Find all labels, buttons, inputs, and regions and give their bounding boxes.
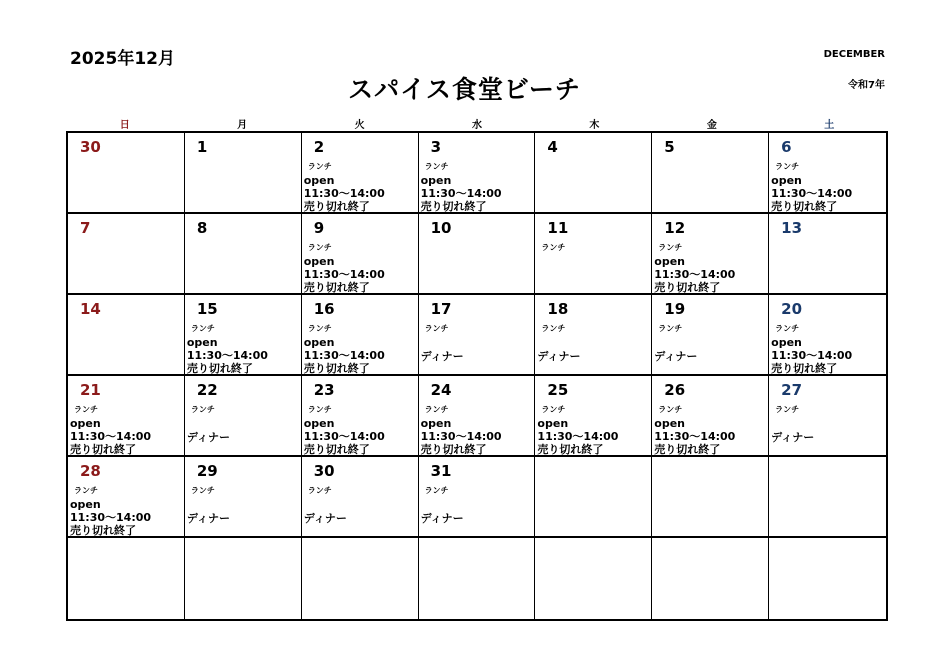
day-number: 25 <box>547 381 569 399</box>
lunch-hours-text: 11:30〜14:00 <box>303 430 385 443</box>
lunch-details <box>654 417 735 456</box>
calendar-day-cell <box>769 457 886 538</box>
day-number: 8 <box>196 219 208 237</box>
calendar-day-cell <box>419 295 536 376</box>
day-number: 15 <box>196 300 218 318</box>
lunch-label: ランチ <box>424 486 449 495</box>
lunch-hours-text: 11:30〜14:00 <box>654 268 736 281</box>
lunch-label: ランチ <box>424 405 449 414</box>
lunch-open-text: open <box>303 336 335 349</box>
lunch-open-text: open <box>771 336 802 349</box>
weekday-friday: 金 <box>706 120 717 131</box>
lunch-open-text: open <box>420 174 452 187</box>
weekday-tuesday: 火 <box>354 120 365 131</box>
lunch-open-text: open <box>654 255 686 268</box>
lunch-details <box>771 336 852 375</box>
lunch-open-text: open <box>70 417 101 430</box>
calendar-day-cell <box>769 133 886 214</box>
lunch-details <box>771 174 852 213</box>
calendar-day-cell <box>535 376 652 457</box>
lunch-open-text: open <box>303 417 335 430</box>
weekday-header <box>66 116 888 131</box>
day-number: 27 <box>781 381 803 399</box>
calendar-day-cell <box>419 214 536 295</box>
calendar-day-cell <box>185 295 302 376</box>
lunch-soldout-text: 売り切れ終了 <box>70 524 136 537</box>
lunch-soldout-text: 売り切れ終了 <box>771 362 838 375</box>
lunch-soldout-text: 売り切れ終了 <box>186 362 253 375</box>
lunch-hours-text: 11:30〜14:00 <box>537 430 619 443</box>
lunch-details <box>304 417 385 456</box>
lunch-label: ランチ <box>307 243 332 252</box>
calendar-day-cell <box>535 295 652 376</box>
lunch-details <box>70 417 151 456</box>
calendar-day-cell <box>185 538 302 619</box>
lunch-label: ランチ <box>190 405 215 414</box>
day-number: 26 <box>664 381 686 399</box>
calendar-day-cell <box>535 214 652 295</box>
day-number: 11 <box>547 219 569 237</box>
lunch-hours-text: 11:30〜14:00 <box>186 349 268 362</box>
dinner-label: ディナー <box>303 512 347 525</box>
dinner-label: ディナー <box>420 350 464 363</box>
weekday-monday: 月 <box>237 120 248 131</box>
dinner-label: ディナー <box>420 512 464 525</box>
calendar-day-cell <box>652 295 769 376</box>
lunch-label: ランチ <box>307 405 332 414</box>
lunch-hours-text: 11:30〜14:00 <box>70 511 152 524</box>
day-number: 17 <box>430 300 452 318</box>
day-number: 30 <box>80 138 101 156</box>
lunch-open-text: open <box>303 174 335 187</box>
day-number: 9 <box>313 219 325 237</box>
lunch-label: ランチ <box>307 162 332 171</box>
lunch-details <box>421 174 502 213</box>
calendar-day-cell <box>419 538 536 619</box>
calendar-day-cell <box>769 214 886 295</box>
lunch-hours-text: 11:30〜14:00 <box>420 430 502 443</box>
calendar-day-cell <box>68 133 185 214</box>
calendar-day-cell <box>302 295 419 376</box>
lunch-label: ランチ <box>190 324 215 333</box>
lunch-hours-text: 11:30〜14:00 <box>420 187 502 200</box>
lunch-soldout-text: 売り切れ終了 <box>303 443 370 456</box>
calendar-day-cell <box>302 133 419 214</box>
lunch-hours-text: 11:30〜14:00 <box>303 187 385 200</box>
day-number: 23 <box>313 381 335 399</box>
dinner-label: ディナー <box>186 431 230 444</box>
lunch-soldout-text: 売り切れ終了 <box>420 443 487 456</box>
day-number: 31 <box>430 462 452 480</box>
day-number: 19 <box>664 300 686 318</box>
day-number: 4 <box>547 138 558 156</box>
calendar-day-cell <box>185 376 302 457</box>
calendar-day-cell <box>68 295 185 376</box>
calendar-day-cell <box>302 457 419 538</box>
day-number: 10 <box>430 219 452 237</box>
lunch-soldout-text: 売り切れ終了 <box>537 443 604 456</box>
lunch-open-text: open <box>70 498 101 511</box>
calendar-grid <box>66 131 888 621</box>
lunch-hours-text: 11:30〜14:00 <box>303 268 385 281</box>
lunch-details <box>421 417 502 456</box>
calendar-day-cell <box>535 133 652 214</box>
lunch-open-text: open <box>186 336 218 349</box>
day-number: 1 <box>196 138 208 156</box>
lunch-hours-text: 11:30〜14:00 <box>70 430 152 443</box>
lunch-soldout-text: 売り切れ終了 <box>420 200 487 213</box>
page-title: スパイス食堂ビーチ <box>348 75 581 104</box>
lunch-open-text: open <box>654 417 686 430</box>
day-number: 13 <box>781 219 803 237</box>
day-number: 24 <box>430 381 452 399</box>
lunch-label: ランチ <box>307 324 332 333</box>
lunch-hours-text: 11:30〜14:00 <box>303 349 385 362</box>
day-number: 18 <box>547 300 569 318</box>
calendar-day-cell <box>769 295 886 376</box>
lunch-hours-text: 11:30〜14:00 <box>771 349 853 362</box>
day-number: 22 <box>196 381 218 399</box>
lunch-label: ランチ <box>775 162 800 171</box>
lunch-soldout-text: 売り切れ終了 <box>654 443 721 456</box>
day-number: 16 <box>313 300 335 318</box>
calendar-day-cell <box>185 214 302 295</box>
weekday-wednesday: 水 <box>471 120 482 131</box>
lunch-details <box>654 255 735 294</box>
lunch-details <box>70 498 151 537</box>
lunch-hours-text: 11:30〜14:00 <box>654 430 736 443</box>
calendar-day-cell <box>535 538 652 619</box>
month-english-label: DECEMBER <box>823 49 885 60</box>
lunch-soldout-text: 売り切れ終了 <box>70 443 136 456</box>
lunch-open-text: open <box>771 174 802 187</box>
day-number: 14 <box>80 300 101 318</box>
day-number: 21 <box>80 381 101 399</box>
calendar-day-cell <box>535 457 652 538</box>
lunch-details <box>537 417 618 456</box>
era-label: 令和7年 <box>848 80 885 91</box>
calendar-day-cell <box>68 457 185 538</box>
day-number: 2 <box>313 138 325 156</box>
day-number: 20 <box>781 300 803 318</box>
calendar-day-cell <box>68 214 185 295</box>
calendar-day-cell <box>652 376 769 457</box>
lunch-label: ランチ <box>541 324 566 333</box>
lunch-details <box>187 336 268 375</box>
day-number: 29 <box>196 462 218 480</box>
lunch-label: ランチ <box>775 405 800 414</box>
lunch-soldout-text: 売り切れ終了 <box>654 281 721 294</box>
lunch-label: ランチ <box>541 405 566 414</box>
lunch-soldout-text: 売り切れ終了 <box>303 362 370 375</box>
day-number: 30 <box>313 462 335 480</box>
lunch-label: ランチ <box>541 243 566 252</box>
dinner-label: ディナー <box>186 512 230 525</box>
calendar-day-cell <box>185 133 302 214</box>
lunch-soldout-text: 売り切れ終了 <box>303 281 370 294</box>
calendar-day-cell <box>419 376 536 457</box>
day-number: 3 <box>430 138 441 156</box>
lunch-details <box>304 255 385 294</box>
month-label: 2025年12月 <box>70 49 175 69</box>
day-number: 6 <box>781 138 792 156</box>
lunch-soldout-text: 売り切れ終了 <box>771 200 838 213</box>
lunch-label: ランチ <box>658 243 683 252</box>
dinner-label: ディナー <box>537 350 581 363</box>
weekday-thursday: 木 <box>589 120 600 131</box>
calendar-day-cell <box>68 538 185 619</box>
lunch-label: ランチ <box>658 405 683 414</box>
calendar-day-cell <box>302 376 419 457</box>
lunch-label: ランチ <box>74 405 98 414</box>
lunch-label: ランチ <box>775 324 800 333</box>
lunch-details <box>304 336 385 375</box>
calendar-day-cell <box>769 538 886 619</box>
lunch-open-text: open <box>303 255 335 268</box>
calendar-day-cell <box>419 133 536 214</box>
lunch-soldout-text: 売り切れ終了 <box>303 200 370 213</box>
dinner-label: ディナー <box>771 431 815 444</box>
calendar-day-cell <box>652 538 769 619</box>
lunch-label: ランチ <box>307 486 332 495</box>
weekday-saturday: 土 <box>824 120 835 131</box>
calendar-day-cell <box>302 538 419 619</box>
lunch-details <box>304 174 385 213</box>
lunch-hours-text: 11:30〜14:00 <box>771 187 853 200</box>
day-number: 7 <box>80 219 91 237</box>
lunch-open-text: open <box>420 417 452 430</box>
calendar-day-cell <box>185 457 302 538</box>
lunch-label: ランチ <box>74 486 98 495</box>
calendar-day-cell <box>652 133 769 214</box>
day-number: 28 <box>80 462 101 480</box>
calendar-day-cell <box>302 214 419 295</box>
calendar-day-cell <box>68 376 185 457</box>
calendar-day-cell <box>652 457 769 538</box>
calendar-day-cell <box>769 376 886 457</box>
lunch-label: ランチ <box>424 162 449 171</box>
day-number: 12 <box>664 219 686 237</box>
lunch-label: ランチ <box>190 486 215 495</box>
calendar-day-cell <box>419 457 536 538</box>
lunch-open-text: open <box>537 417 569 430</box>
dinner-label: ディナー <box>654 350 698 363</box>
weekday-sunday: 日 <box>119 120 130 131</box>
day-number: 5 <box>664 138 675 156</box>
lunch-label: ランチ <box>658 324 683 333</box>
calendar-day-cell <box>652 214 769 295</box>
lunch-label: ランチ <box>424 324 449 333</box>
